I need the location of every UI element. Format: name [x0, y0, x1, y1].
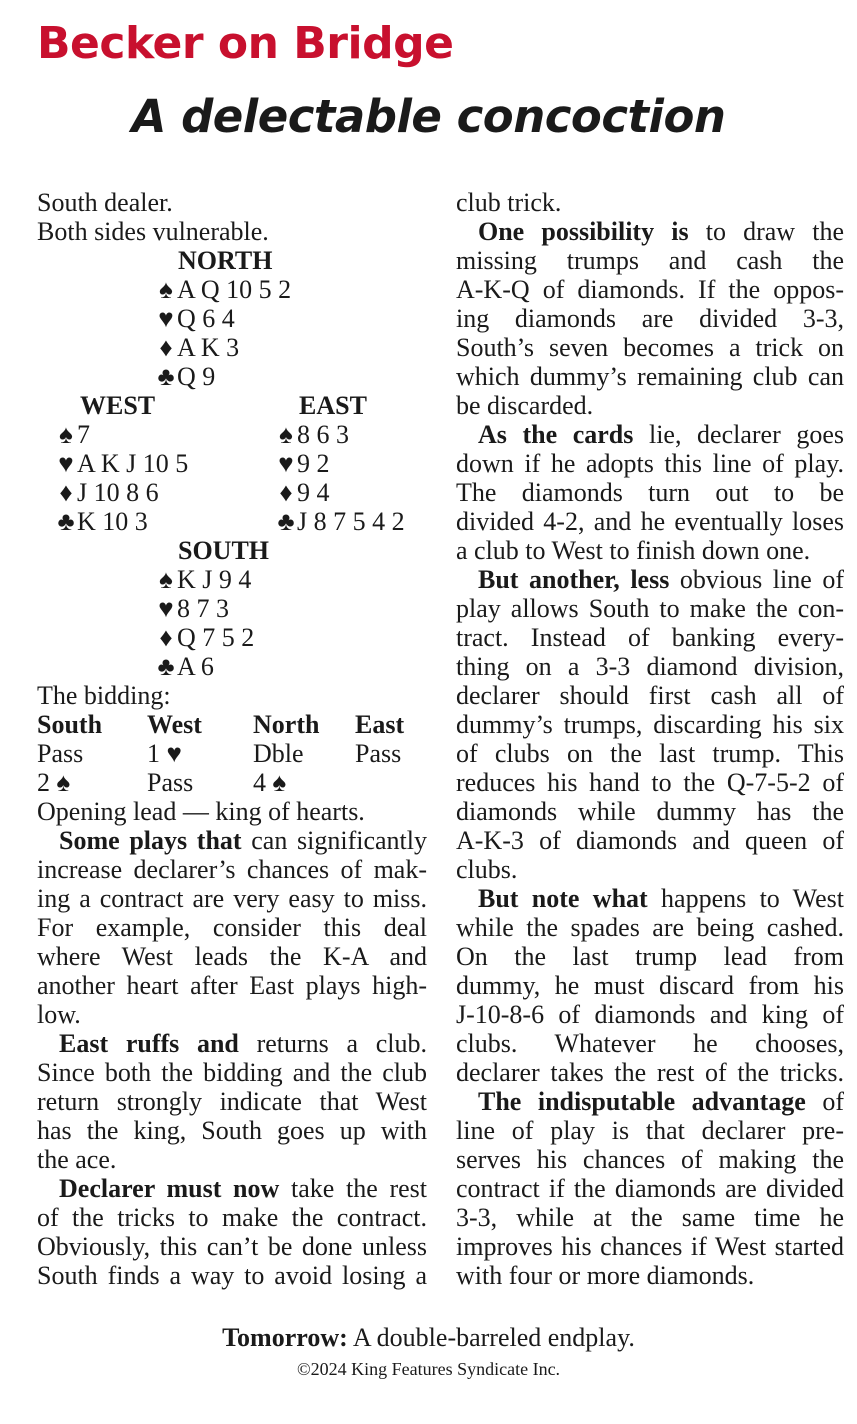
west-diamonds: ♦ J 10 8 6: [55, 478, 159, 507]
west-label: WEST: [80, 391, 156, 420]
paragraph-line: contract if the diamonds are divided: [456, 1174, 844, 1203]
vulnerability-line: Both sides vulnerable.: [37, 217, 269, 246]
paragraph-line: For example, consider this deal: [37, 913, 427, 942]
bidding-round: 2 ♠ Pass 4 ♠: [37, 768, 287, 797]
paragraph-line: club trick.: [456, 188, 562, 217]
paragraph-line: where West leads the K-A and: [37, 942, 427, 971]
deal-diagram: [37, 246, 427, 681]
paragraph-line: The indisputable advantage of: [478, 1087, 844, 1116]
west-clubs: ♣K 10 3: [55, 507, 148, 536]
heart-icon: ♥: [58, 449, 74, 478]
east-label: EAST: [299, 391, 367, 420]
paragraph-line: reduces his hand to the Q-7-5-2 of: [456, 768, 844, 797]
north-hearts: ♥ Q 6 4: [155, 304, 235, 333]
south-label: SOUTH: [178, 536, 270, 565]
spade-icon: ♠: [159, 565, 173, 594]
heart-icon: ♥: [158, 594, 174, 623]
bidding-header: South West North East: [37, 710, 405, 739]
club-icon: ♣: [277, 507, 295, 536]
paragraph-line: South’s seven becomes a trick on: [456, 333, 844, 362]
paragraph-line: diamonds while dummy has the: [456, 797, 844, 826]
north-diamonds: ♦ A K 3: [155, 333, 239, 362]
paragraph-line: tract. Instead of banking every-: [456, 623, 844, 652]
paragraph-line: with four or more diamonds.: [456, 1261, 755, 1290]
paragraph-line: declarer takes the rest of the tricks.: [456, 1058, 844, 1087]
paragraph-line: dummy, he must discard from his: [456, 971, 844, 1000]
paragraph-line: line of play is that declarer pre-: [456, 1116, 844, 1145]
south-spades: ♠ K J 9 4: [155, 565, 251, 594]
paragraph-line: clubs. Whatever he chooses,: [456, 1029, 844, 1058]
paragraph-line: East ruffs and returns a club.: [59, 1029, 427, 1058]
bidding-round: Pass 1 ♥ Dble Pass: [37, 739, 402, 768]
paragraph-line: Obviously, this can’t be done unless: [37, 1232, 427, 1261]
paragraph-line: But note what happens to West: [478, 884, 844, 913]
spade-icon: ♠: [279, 420, 293, 449]
paragraph-line: The diamonds turn out to be: [456, 478, 844, 507]
left-column: [37, 188, 427, 1290]
paragraph-line: One possibility is to draw the: [478, 217, 844, 246]
paragraph-line: ing a contract are very easy to miss.: [37, 884, 427, 913]
east-diamonds: ♦ 9 4: [275, 478, 330, 507]
dealer-line: South dealer.: [37, 188, 173, 217]
west-hearts: ♥ A K J 10 5: [55, 449, 188, 478]
paragraph-line: As the cards lie, declarer goes: [478, 420, 844, 449]
north-spades: ♠ A Q 10 5 2: [155, 275, 291, 304]
diamond-icon: ♦: [159, 333, 173, 362]
paragraph-line: Some plays that can significantly: [59, 826, 427, 855]
right-column: [456, 188, 844, 1290]
paragraph-line: South finds a way to avoid losing a: [37, 1261, 427, 1290]
paragraph-line: Declarer must now take the rest: [59, 1174, 427, 1203]
paragraph-line: low.: [37, 1000, 81, 1029]
east-clubs: ♣J 8 7 5 4 2: [275, 507, 405, 536]
paragraph-line: divided 4-2, and he eventually loses: [456, 507, 844, 536]
paragraph-line: J-10-8-6 of diamonds and king of: [456, 1000, 844, 1029]
paragraph-line: 3-3, while at the same time he: [456, 1203, 844, 1232]
tomorrow-teaser: Tomorrow: A double-barreled endplay.: [222, 1323, 635, 1352]
paragraph-line: A-K-Q of diamonds. If the oppos-: [456, 275, 844, 304]
south-clubs: ♣A 6: [155, 652, 214, 681]
paragraph-line: another heart after East plays high-: [37, 971, 427, 1000]
paragraph-line: serves his chances of making the: [456, 1145, 844, 1174]
paragraph-line: be discarded.: [456, 391, 594, 420]
paragraph-line: down if he adopts this line of play.: [456, 449, 844, 478]
paragraph-line: of clubs on the last trump. This: [456, 739, 844, 768]
spade-icon: ♠: [159, 275, 173, 304]
north-label: NORTH: [178, 246, 273, 275]
paragraph-line: ing diamonds are divided 3-3,: [456, 304, 844, 333]
paragraph-line: play allows South to make the con-: [456, 594, 844, 623]
paragraph-line: a club to West to finish down one.: [456, 536, 811, 565]
club-icon: ♣: [157, 362, 175, 391]
south-diamonds: ♦ Q 7 5 2: [155, 623, 254, 652]
north-clubs: ♣Q 9: [155, 362, 215, 391]
club-icon: ♣: [57, 507, 75, 536]
west-spades: ♠ 7: [55, 420, 90, 449]
paragraph-line: A-K-3 of diamonds and queen of: [456, 826, 844, 855]
paragraph-line: Since both the bidding and the club: [37, 1058, 427, 1087]
paragraph-line: the ace.: [37, 1145, 117, 1174]
east-hearts: ♥ 9 2: [275, 449, 330, 478]
paragraph-line: increase declarer’s chances of mak-: [37, 855, 427, 884]
article-headline: A delectable concoction: [131, 90, 726, 143]
paragraph-line: thing on a 3-3 diamond division,: [456, 652, 844, 681]
paragraph-line: dummy’s trumps, discarding his six: [456, 710, 844, 739]
paragraph-line: But another, less obvious line of: [478, 565, 844, 594]
spade-icon: ♠: [59, 420, 73, 449]
club-icon: ♣: [157, 652, 175, 681]
diamond-icon: ♦: [279, 478, 293, 507]
paragraph-line: which dummy’s remaining club can: [456, 362, 844, 391]
opening-lead: Opening lead — king of hearts.: [37, 797, 365, 826]
south-hearts: ♥ 8 7 3: [155, 594, 229, 623]
heart-icon: ♥: [278, 449, 294, 478]
bidding-label: The bidding:: [37, 681, 171, 710]
diamond-icon: ♦: [159, 623, 173, 652]
paragraph-line: missing trumps and cash the: [456, 246, 844, 275]
column-masthead: Becker on Bridge: [37, 18, 454, 69]
paragraph-line: while the spades are being cashed.: [456, 913, 844, 942]
paragraph-line: On the last trump lead from: [456, 942, 844, 971]
paragraph-line: return strongly indicate that West: [37, 1087, 427, 1116]
heart-icon: ♥: [158, 304, 174, 333]
paragraph-line: improves his chances if West started: [456, 1232, 844, 1261]
copyright-notice: ©2024 King Features Syndicate Inc.: [296, 1359, 561, 1379]
paragraph-line: clubs.: [456, 855, 518, 884]
diamond-icon: ♦: [59, 478, 73, 507]
paragraph-line: declarer should first cash all of: [456, 681, 844, 710]
paragraph-line: of the tricks to make the contract.: [37, 1203, 427, 1232]
east-spades: ♠ 8 6 3: [275, 420, 349, 449]
paragraph-line: has the king, South goes up with: [37, 1116, 427, 1145]
